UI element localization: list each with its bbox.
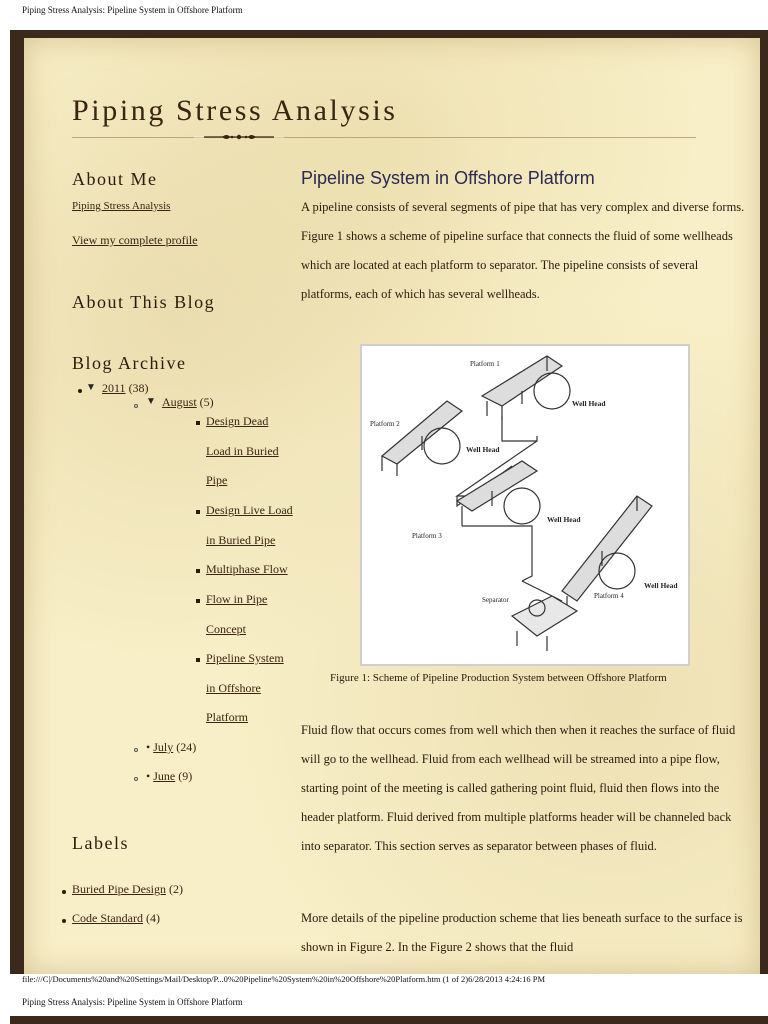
blog-archive-heading: Blog Archive xyxy=(72,353,187,373)
list-bullet xyxy=(62,919,66,923)
pipeline-diagram xyxy=(362,346,688,664)
divider-ornament-icon xyxy=(194,131,284,143)
label-platform-2: Platform 2 xyxy=(370,420,400,428)
archive-year-2011[interactable]: 2011 (38) xyxy=(102,381,149,395)
pdf-page-footer: file:///C|/Documents%20and%20Settings/Mail/Desktop/P...0%20Pipeline%20System%20in%20Offshore%20Platform.htm (1 of 2)6/28/2013 4:24:16 PM xyxy=(22,974,546,984)
list-bullet xyxy=(134,748,138,752)
blog-frame-next-page xyxy=(10,1016,768,1024)
list-bullet xyxy=(196,658,200,662)
label-wellhead-2: Well Head xyxy=(466,445,500,454)
label-platform-3: Platform 3 xyxy=(412,532,442,540)
collapse-toggle-icon[interactable]: ▼ xyxy=(146,396,156,407)
title-divider xyxy=(72,137,696,138)
about-blog-heading: About This Blog xyxy=(72,292,216,312)
archive-month-july[interactable]: • July (24) xyxy=(146,740,197,754)
list-bullet xyxy=(62,890,66,894)
collapse-toggle-icon[interactable]: ▼ xyxy=(86,382,96,393)
label-item[interactable]: Buried Pipe Design (2) xyxy=(72,882,183,896)
list-bullet xyxy=(134,777,138,781)
post-paragraph-3: More details of the pipeline production scheme that lies beneath surface to the surface is shown in Figure 2. In the Figure 2 shows that the fluid xyxy=(301,911,743,954)
pdf-page-header-2: Piping Stress Analysis: Pipeline System in Offshore Platform xyxy=(22,997,243,1007)
archive-post-link[interactable]: Pipeline System in Offshore Platform xyxy=(206,651,284,724)
blog-title[interactable]: Piping Stress Analysis xyxy=(72,94,398,127)
label-platform-1: Platform 1 xyxy=(470,360,500,368)
label-wellhead-4: Well Head xyxy=(644,581,678,590)
label-platform-4: Platform 4 xyxy=(594,592,624,600)
list-bullet xyxy=(134,404,138,408)
list-bullet xyxy=(196,599,200,603)
post-paragraph-1: A pipeline consists of several segments of pipe that has very complex and diverse forms. Figure 1 shows a scheme of pipeline surface that connects the fluid of some wellheads which are located at each platform to separator. The pipeline consists of several platforms, each of which has several wellheads. xyxy=(301,200,745,301)
archive-post-link[interactable]: Multiphase Flow xyxy=(206,562,288,576)
figure-pipeline-scheme xyxy=(360,344,690,666)
list-bullet xyxy=(196,569,200,573)
about-me-heading: About Me xyxy=(72,169,158,189)
archive-month-august[interactable]: August (5) xyxy=(162,395,214,409)
label-item[interactable]: Code Standard (4) xyxy=(72,911,160,925)
label-wellhead-3: Well Head xyxy=(547,515,581,524)
labels-heading: Labels xyxy=(72,833,129,853)
parchment-page xyxy=(24,38,760,974)
figure-caption: Figure 1: Scheme of Pipeline Production System between Offshore Platform xyxy=(330,672,667,684)
list-bullet xyxy=(78,389,82,393)
archive-post-link[interactable]: Flow in Pipe Concept xyxy=(206,592,268,636)
archive-post-link[interactable]: Design Live Load in Buried Pipe xyxy=(206,503,293,547)
list-bullet xyxy=(196,421,200,425)
list-bullet xyxy=(196,510,200,514)
label-separator: Separator xyxy=(482,596,509,604)
author-link[interactable]: Piping Stress Analysis xyxy=(72,200,171,212)
post-paragraph-2: Fluid flow that occurs comes from well which then when it reaches the surface of fluid will go to the wellhead. Fluid from each wellhead will be streamed into a pipe flow, starting point of the meeting is called gathering point fluid, fluid then flows into the header platform. Fluid derived from multiple platforms header will be channeled back into separator. This section serves as separator between phases of fluid. xyxy=(301,723,736,853)
post-title[interactable]: Pipeline System in Offshore Platform xyxy=(301,168,595,188)
label-wellhead-1: Well Head xyxy=(572,399,606,408)
view-profile-link[interactable]: View my complete profile xyxy=(72,233,198,247)
blog-frame xyxy=(10,30,768,974)
archive-post-link[interactable]: Design Dead Load in Buried Pipe xyxy=(206,414,279,487)
pdf-page-header: Piping Stress Analysis: Pipeline System in Offshore Platform xyxy=(22,5,243,15)
archive-month-june[interactable]: • June (9) xyxy=(146,769,193,783)
